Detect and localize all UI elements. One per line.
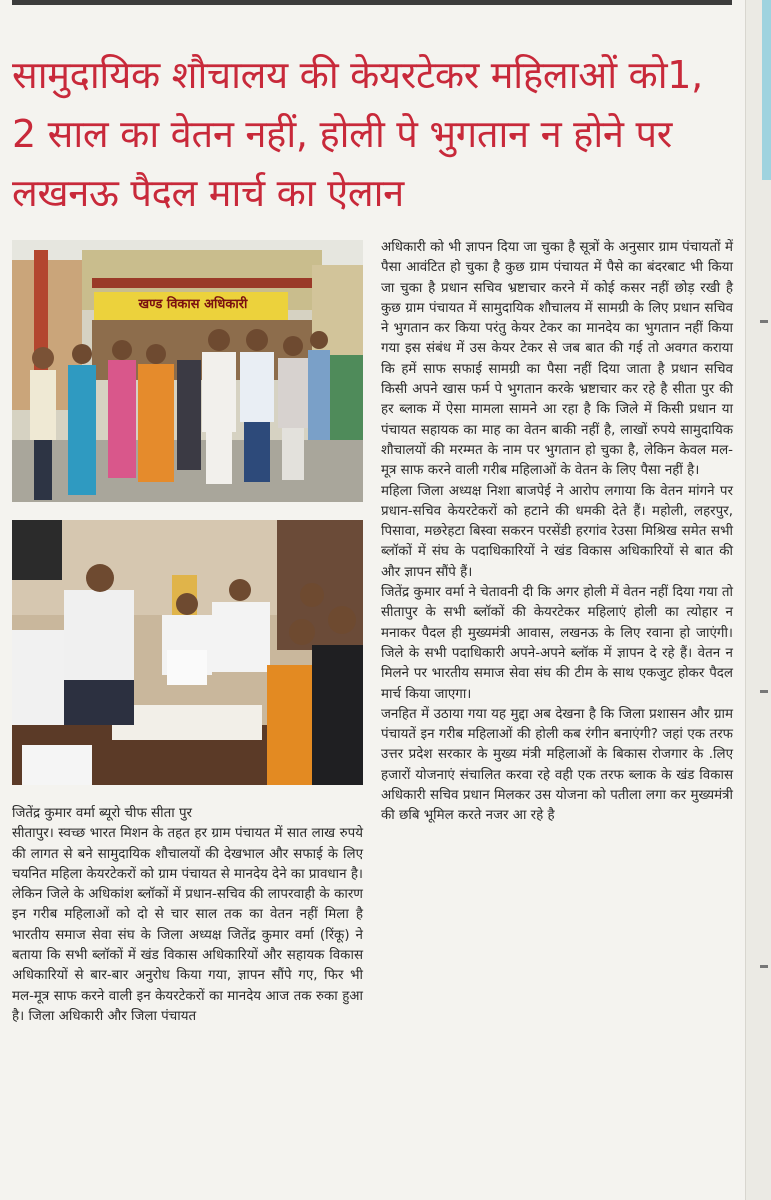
top-rule <box>12 0 732 5</box>
article-left-column <box>12 804 363 1027</box>
article-right-column <box>381 238 733 827</box>
office-sign: खण्ड विकास अधिकारी <box>138 297 248 312</box>
headline: सामुदायिक शौचालय की केयरटेकर महिलाओं को1, 2 साल का वेतन नहीं, होली पे भुगतान न होने पर लखनऊ पैदल मार्च का ऐलान <box>12 53 703 215</box>
article-paragraph: सीतापुर। स्वच्छ भारत मिशन के तहत हर ग्राम पंचायत में सात लाख रुपये की लागत से बने सामुदायिक शौचालयों की देखभाल और सफाई के लिए चयनित महिला केयरटेकरों को ग्राम पंचायत से मानदेय देने का प्रावधान है। लेकिन जिले के अधिकांश ब्लॉकों में प्रधान-सचिव की लापरवाही के कारण इन गरीब महिलाओं को दो से चार साल तक का वेतन नहीं मिला है भारतीय समाज सेवा संघ के जिला अध्यक्ष जितेंद्र कुमार वर्मा (रिंकू) ने बताया कि सभी ब्लॉकों में खंड विकास अधिकारियों और सहायक विकास अधिकारियों से बार-बार अनुरोध किया गया, ज्ञापन सौंपे गए, फिर भी मल-मूत्र साफ करने वाली इन केयरटेकरों का मानदेय आज तक रुका हुआ है। जिला अधिकारी और जिला पंचायत <box>12 826 364 1024</box>
byline: जितेंद्र कुमार वर्मा ब्यूरो चीफ सीता पुर <box>12 806 193 821</box>
group-photo-illustration <box>12 240 363 502</box>
article-paragraph: महिला जिला अध्यक्ष निशा बाजपेई ने आरोप लगाया कि वेतन मांगने पर प्रधान-सचिव केयरटेकरों को हटाने की धमकी देते हैं। महोली, लहरपुर, पिसावा, मछरेहटा बिस्वा सकरन परसेंडी हरगांव रेउसा मिश्रिख समेत सभी ब्लॉकों में संघ के पदाधिकारियों ने खंड विकास अधिकारियों से बात की और ज्ञापन सौंपे हैं। <box>381 483 733 580</box>
adjacent-page-mark <box>760 965 768 968</box>
memorandum-handover-photo <box>12 520 363 785</box>
adjacent-page-color-block <box>762 0 771 180</box>
article-paragraph: जितेंद्र कुमार वर्मा ने चेतावनी दी कि अगर होली में वेतन नहीं दिया गया तो सीतापुर के सभी ब्लॉकों की केयरटेकर महिलाएं होली का त्योहार न मनाकर पैदल ही मुख्यमंत्री आवास, लखनऊ के लिए रवाना हो जाएंगी। जिले के सभी पदाधिकारी अपने-अपने ब्लॉक में ज्ञापन दे रहे हैं। वेतन न मिलने पर भारतीय समाज सेवा संघ की टीम के साथ एकजुट होकर पैदल मार्च किया जाएगा। <box>381 585 733 702</box>
article-paragraph: जनहित में उठाया गया यह मुद्दा अब देखना है कि जिला प्रशासन और ग्राम पंचायतें इन गरीब महिलाओं की होली कब रंगीन बनाएंगी? जहां एक तरफ उत्तर प्रदेश सरकार के मुख्य मंत्री महिलाओं के बिकास रोजगार के .लिए हजारों योजनाएं संचालित करवा रहे वही एक तरफ ब्लाक के खंड विकास अधिकारी सचिव प्रधान मिलकर उस योजना को पतीला लगा कर मुख्यमंत्री की छबि भूमिल करते नजर आ रहे है <box>381 706 733 824</box>
adjacent-page-mark <box>760 320 768 323</box>
memorandum-photo-illustration <box>12 520 363 785</box>
adjacent-page-mark <box>760 690 768 693</box>
adjacent-page-strip <box>745 0 771 1200</box>
article-paragraph: अधिकारी को भी ज्ञापन दिया जा चुका है सूत्रों के अनुसार ग्राम पंचायतों में पैसा आवंटित हो चुका है कुछ ग्राम पंचायत में पैसे का बंदरबाट भी किया जा चुका है प्रधान सचिव भ्रष्टाचार करने में कोई कसर नहीं छोड़ रखी है कुछ ग्राम पंचायत में सामुदायिक शौचालय में सामग्री के लिए प्रधान सचिव ने भुगतान कर किया परंतु केयर टेकर का मानदेय का भुगतान नहीं किया गया इस संबंध में उस केयर टेकर से जब बात की गई तो अवगत कराया कि हमें साफ सफाई सामग्री का पैसा नहीं दिया जाता है प्रधान सचिव किसी अपने खास फर्म पे भुगतान करके भ्रष्टाचार कर रहे है सीता पुर की हर ब्लाक में ऐसा मामला सामने आ रहा है कि जिले में किसी प्रधान या पंचायत सहायक का माह का वेतन बाकी नहीं है, लाखों रुपये सामुदायिक शौचालयों की मरम्मत के नाम पर भुगतान हो चुका है, लेकिन केवल मल-मूत्र साफ करने वाली गरीब महिलाओं के वेतन के लिए पैसा नहीं है। <box>381 240 733 479</box>
group-photo-block-office <box>12 240 363 502</box>
